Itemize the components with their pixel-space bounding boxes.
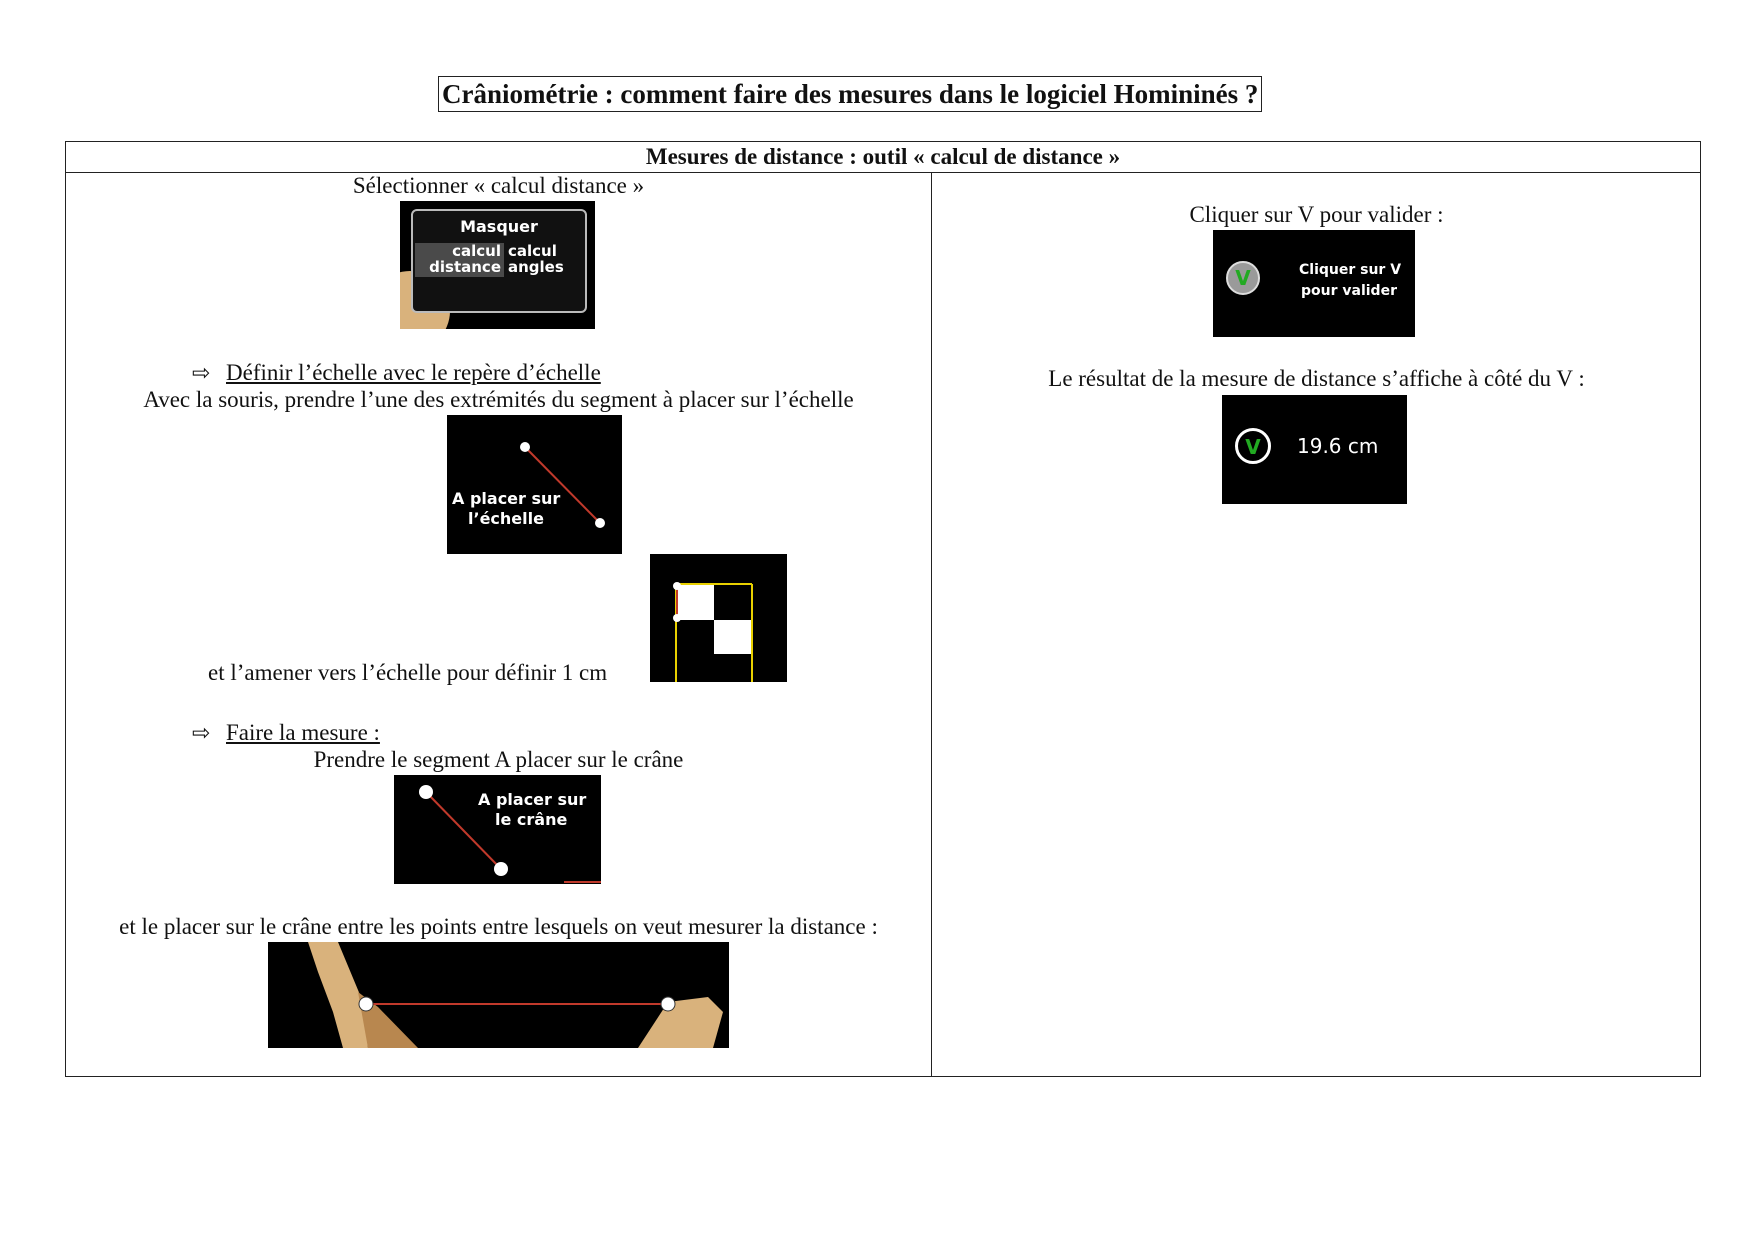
segment-handle-start[interactable] [419,785,433,799]
segment-echelle-svg [447,415,622,554]
result-screenshot [1222,395,1407,504]
menu-item-masquer[interactable]: Masquer [460,217,538,236]
distance-result-value: 19.6 cm [1297,434,1379,458]
menu-screenshot [400,201,595,329]
valider-label-2: pour valider [1301,283,1397,299]
section-echelle-text: Avec la souris, prendre l’une des extrémités du segment à placer sur l’échelle [143,387,854,412]
amener-text: et l’amener vers l’échelle pour définir 1 cm [208,660,608,685]
segment-handle-end[interactable] [595,518,605,528]
arrow-icon: ⇨ [192,360,211,385]
check-v-icon: V [1245,435,1261,459]
result-v-badge [1235,428,1271,464]
skull-measure-svg [268,942,729,1048]
table-header: Mesures de distance : outil « calcul de distance » [66,142,1700,173]
section-mesure-text: Prendre le segment A placer sur le crâne [313,747,684,772]
valider-screenshot [1213,230,1415,337]
section-echelle-title: Définir l’échelle avec le repère d’échelle [226,360,601,385]
segment-handle-start[interactable] [673,582,681,590]
tool-menu-panel [411,209,587,313]
placer-text: et le placer sur le crâne entre les points entre lesquels on veut mesurer la distance : [119,914,878,939]
valider-label-1: Cliquer sur V [1299,262,1402,278]
segment-echelle-screenshot [447,415,622,554]
instruction-table [65,141,1701,1077]
measure-handle-end[interactable] [661,997,675,1011]
resultat-instruction: Le résultat de la mesure de distance s’affiche à côté du V : [1048,366,1585,391]
valider-instruction: Cliquer sur V pour valider : [1189,202,1444,227]
segment-crane-label-2: le crâne [495,810,568,829]
arrow-icon: ⇨ [192,720,211,745]
segment-handle-start[interactable] [520,442,530,452]
menu-item-calcul-distance[interactable]: calcul distance [415,243,504,277]
skull-measure-screenshot [268,942,729,1048]
column-divider [931,172,932,1076]
page-title: Crâniométrie : comment faire des mesures dans le logiciel Homininés ? [438,76,1262,112]
segment-handle-end[interactable] [494,862,508,876]
segment-echelle-label-2: l’échelle [468,509,544,528]
scale-marker-screenshot [650,554,787,682]
validate-button[interactable] [1226,261,1260,295]
segment-crane-screenshot [394,775,601,884]
segment-echelle-label-1: A placer sur [452,489,561,508]
menu-item-calcul-angles[interactable]: calcul angles [508,242,564,276]
section-mesure-title: Faire la mesure : [226,720,380,745]
scale-checker-svg [650,554,787,682]
select-instruction: Sélectionner « calcul distance » [352,173,645,198]
segment-crane-label-1: A placer sur [478,790,587,809]
checker-cell [714,620,752,654]
segment-handle-end[interactable] [673,614,681,622]
check-v-icon: V [1235,266,1251,290]
checker-cell [676,584,714,620]
measure-handle-start[interactable] [359,997,373,1011]
